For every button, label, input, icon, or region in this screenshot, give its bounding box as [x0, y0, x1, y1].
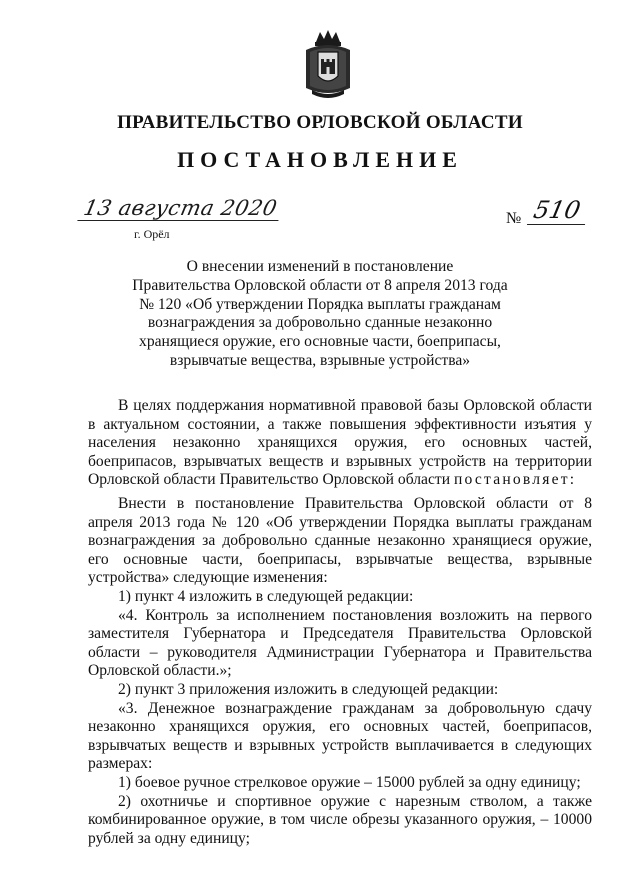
body-paragraph: 1) боевое ручное стрелковое оружие – 15000 рублей за одну единицу;	[118, 773, 581, 791]
body-paragraph: «4. Контроль за исполнением постановления возложить на первого заместителя Губернатора и Председателя Правительства Орловской области – руководителя Администрации Губернатора и Правительства Орловской области.»;	[88, 606, 592, 680]
handwritten-number: 510	[527, 196, 591, 225]
document-subject	[120, 258, 520, 371]
decree-word: постановляет:	[453, 471, 577, 489]
subject-line: взрывчатые вещества, взрывные устройства»	[169, 351, 471, 369]
decree-body	[88, 495, 592, 848]
body-paragraph: 1) пункт 4 изложить в следующей редакции:	[118, 587, 414, 605]
subject-line: вознаграждения за добровольно сданные незаконно	[147, 314, 493, 332]
body-paragraph: 2) пункт 3 приложения изложить в следующей редакции:	[118, 680, 499, 698]
subject-line: № 120 «Об утверждении Порядка выплаты гражданам	[139, 295, 501, 313]
body-paragraph: Внести в постановление Правительства Орловской области от 8 апреля 2013 года № 120 «Об утверждении Порядка выплаты гражданам вознаграждения за добровольно сданные незаконно хранящиеся оружие, его основные части, боеприпасы, взрывчатые вещества, взрывные устройства» следующие изменения:	[88, 495, 592, 587]
handwritten-date: 13 августа 2020	[77, 196, 283, 221]
number-label: №	[506, 210, 522, 227]
preamble	[88, 397, 592, 490]
coat-of-arms-icon	[300, 28, 356, 100]
preamble-text: В целях поддержания нормативной правовой базы Орловской области в актуальном состоянии, а также повышения эффективности изъятия у населения незаконно хранящихся оружия, его основных частей, боеприпасов, взрывчатых веществ и взрывных устройств на территории Орловской области Правительство Орловской области	[88, 397, 592, 489]
document-type-title: ПОСТАНОВЛЕНИЕ	[177, 147, 463, 172]
subject-line: О внесении изменений в постановление	[186, 258, 454, 275]
city-label: г. Орёл	[134, 227, 170, 241]
preamble-paragraph	[88, 397, 592, 490]
body-paragraph: «3. Денежное вознаграждение гражданам за добровольную сдачу незаконно хранящихся оружия, его основных частей, боеприпасов, взрывчатых веществ и взрывных устройств выплачивается в следующих размерах:	[88, 699, 592, 773]
subject-line: хранящиеся оружие, его основные части, боеприпасы,	[139, 333, 501, 351]
subject-line: Правительства Орловской области от 8 апреля 2013 года	[132, 276, 508, 294]
organization-title: ПРАВИТЕЛЬСТВО ОРЛОВСКОЙ ОБЛАСТИ	[117, 112, 523, 133]
body-paragraph: 2) охотничье и спортивное оружие с нарезным стволом, а также комбинированное оружие, в том числе обрезы указанного оружия, – 10000 рублей за одну единицу;	[88, 792, 592, 847]
